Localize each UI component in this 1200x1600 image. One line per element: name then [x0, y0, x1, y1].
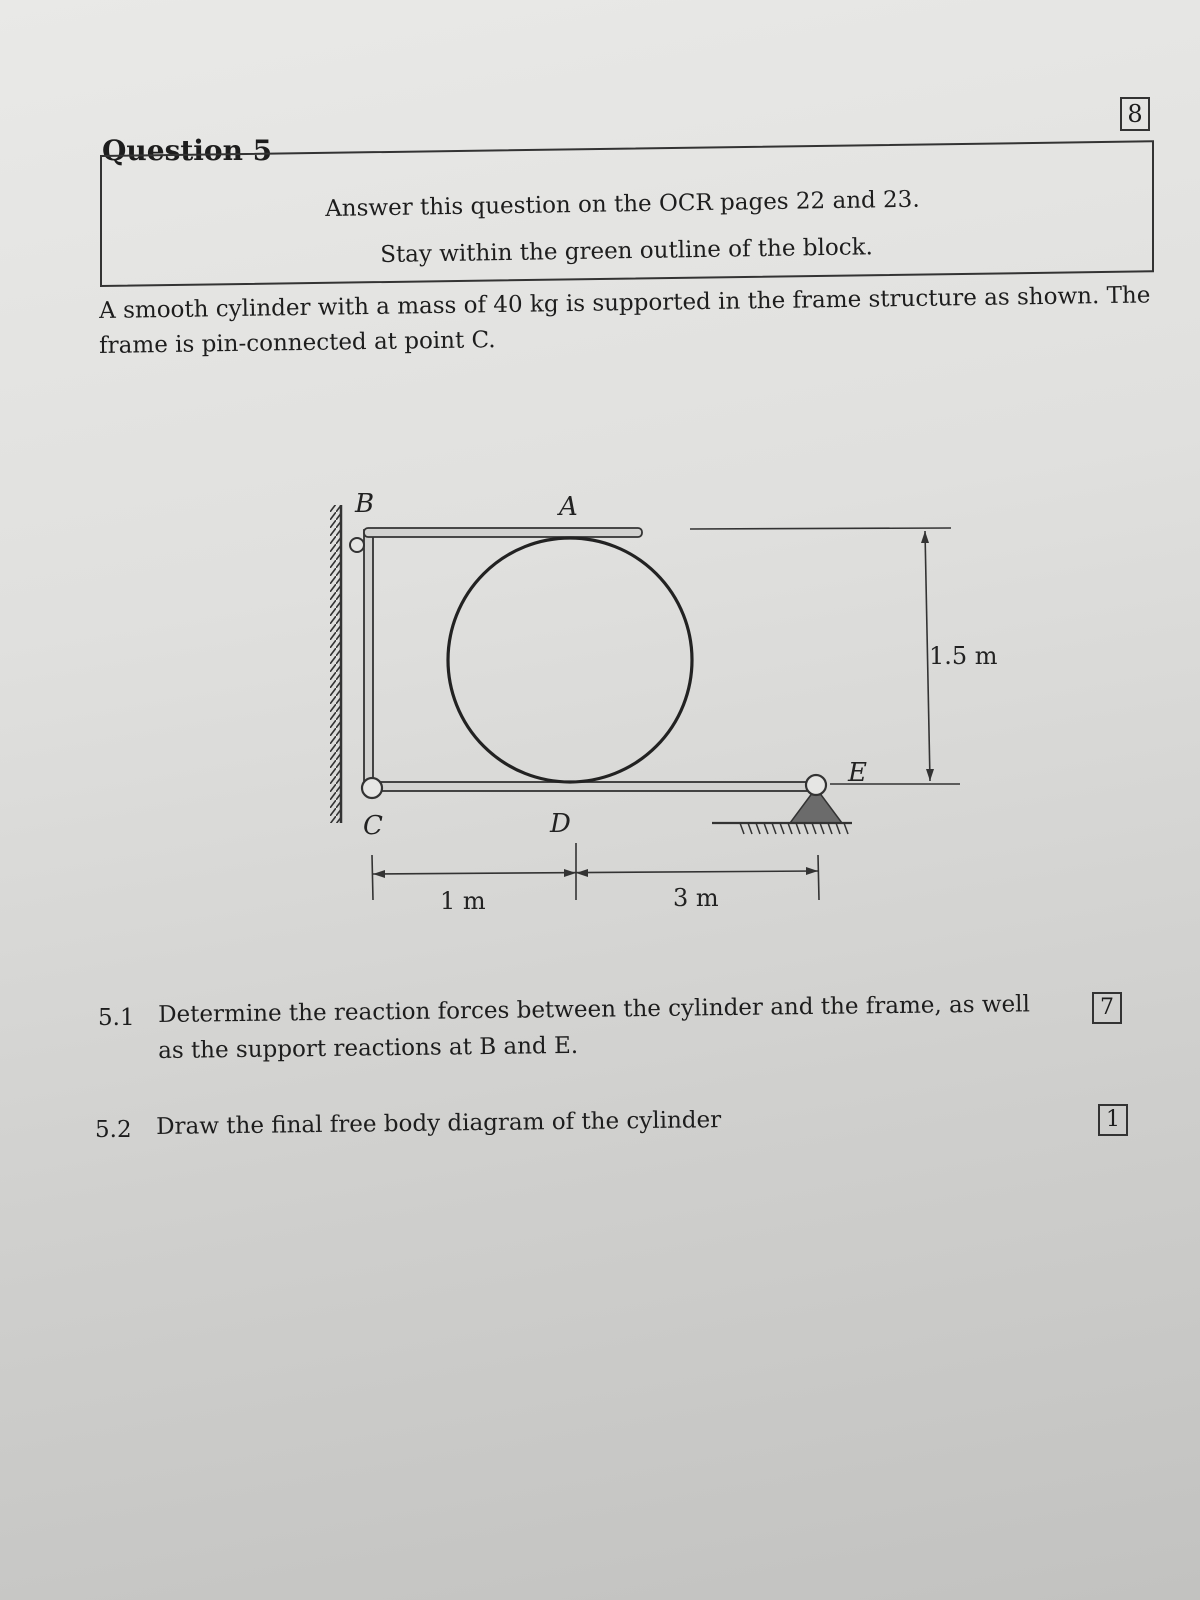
subquestion-5-2-number: 5.2 — [95, 1117, 132, 1143]
dim-ext-top — [690, 528, 951, 529]
subquestion-5-1-marks: 7 — [1092, 992, 1122, 1024]
pin-b — [350, 538, 364, 552]
label-d: D — [550, 809, 571, 839]
subquestion-5-2-line-1: Draw the final free body diagram of the cylinder — [156, 1107, 722, 1140]
instruction-line-2: Stay within the green outline of the block. — [380, 234, 874, 268]
dim-arrow-mid-in — [564, 869, 576, 877]
dim-ext-e — [818, 855, 819, 900]
label-c: C — [363, 811, 383, 841]
wall-hatching — [330, 505, 340, 823]
dim-arrow-down — [926, 769, 934, 781]
dim-line-horizontal — [373, 871, 818, 874]
vertical-member — [364, 530, 373, 790]
label-a: A — [559, 492, 578, 522]
dim-arrow-mid-out — [576, 869, 588, 877]
dim-ext-c — [372, 855, 373, 900]
top-member — [364, 528, 642, 537]
dim-arrow-up — [921, 531, 929, 543]
instruction-line-1: Answer this question on the OCR pages 22 and 23. — [325, 186, 920, 222]
pin-c — [362, 778, 382, 798]
bottom-member — [370, 782, 816, 791]
dim-arrow-left — [373, 870, 385, 878]
dim-label-3m: 3 m — [673, 884, 719, 912]
total-marks-box: 8 — [1120, 97, 1150, 131]
ground-hatching — [740, 823, 848, 834]
subquestion-5-1-line-2: as the support reactions at B and E. — [158, 1032, 579, 1064]
label-e: E — [848, 758, 867, 788]
subquestion-5-2-marks: 1 — [1098, 1104, 1128, 1136]
pin-e — [806, 775, 826, 795]
subquestion-5-1-number: 5.1 — [98, 1005, 135, 1031]
subquestion-5-1-line-1: Determine the reaction forces between the cylinder and the frame, as well — [158, 991, 1031, 1028]
dim-label-1-5m: 1.5 m — [929, 642, 998, 670]
problem-statement-line-1: A smooth cylinder with a mass of 40 kg is supported in the frame structure as shown. The — [99, 282, 1151, 324]
problem-statement-line-2: frame is pin-connected at point C. — [99, 327, 496, 359]
label-b: B — [355, 489, 375, 519]
question-title: Question 5 — [102, 134, 273, 167]
cylinder — [448, 538, 692, 782]
dim-arrow-right — [806, 867, 818, 875]
dim-label-1m: 1 m — [440, 887, 486, 915]
